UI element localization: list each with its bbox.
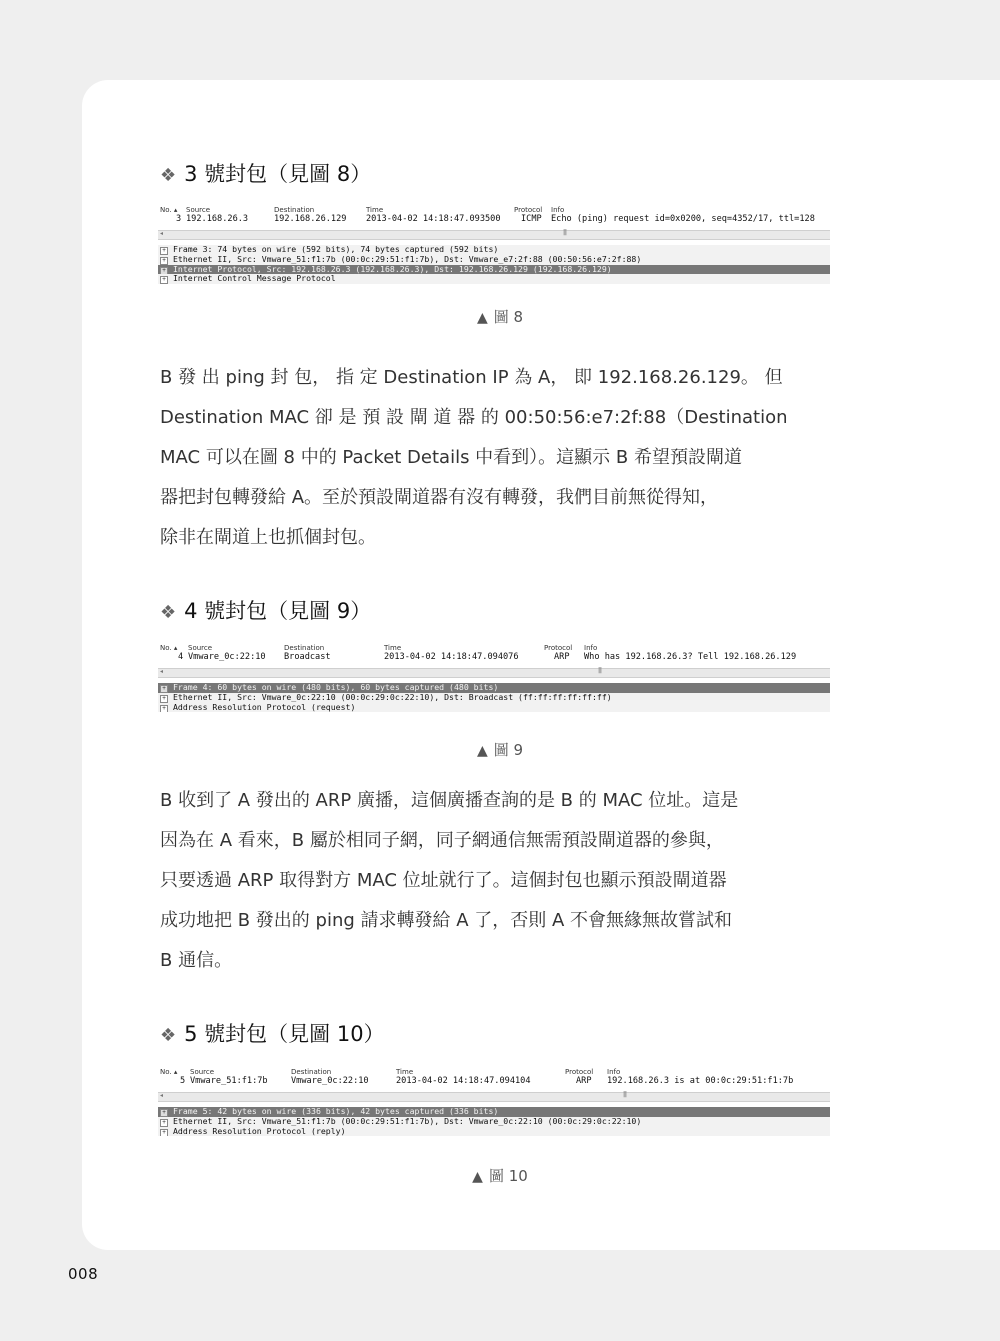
packet-protocol[interactable]: ICMP [521, 214, 542, 224]
figure-9-capture [158, 644, 830, 712]
packet-info[interactable]: 192.168.26.3 is at 00:0c:29:51:f1:7b [607, 1076, 794, 1086]
section-heading-packet-4: ❖ 4 號封包（見圖 9） [160, 599, 372, 623]
tree-node-icmp[interactable]: + Internet Control Message Protocol [158, 274, 830, 284]
packet-details-tree [158, 245, 830, 284]
column-header-time[interactable]: Time [396, 1068, 414, 1076]
tree-node-ip-selected[interactable]: + Internet Protocol, Src: 192.168.26.3 (192.168.26.3), Dst: 192.168.26.129 (192.168.26.129) [158, 265, 830, 275]
column-header-destination[interactable]: Destination [274, 206, 315, 214]
packet-list [158, 206, 830, 228]
column-header-destination[interactable]: Destination [291, 1068, 332, 1076]
tree-node-arp[interactable]: + Address Resolution Protocol (request) [158, 703, 830, 713]
figure-caption-9: ▲ 圖 9 [476, 741, 524, 759]
packet-destination[interactable]: Broadcast [284, 652, 331, 662]
triangle-up-icon: ▲ [476, 310, 488, 326]
packet-info[interactable]: Who has 192.168.26.3? Tell 192.168.26.129 [584, 652, 797, 662]
column-header-no[interactable]: No. ▴ [160, 644, 178, 652]
column-header-destination[interactable]: Destination [284, 644, 325, 652]
figure-caption-8: ▲ 圖 8 [476, 308, 524, 326]
column-header-no[interactable]: No. ▴ [160, 206, 178, 214]
horizontal-scrollbar[interactable] [158, 230, 830, 240]
paragraph-line: 除非在閘道上也抓個封包。 [160, 527, 376, 548]
packet-protocol[interactable]: ARP [576, 1076, 592, 1086]
column-header-source[interactable]: Source [188, 644, 213, 652]
horizontal-scrollbar[interactable] [158, 668, 830, 678]
packet-source[interactable]: Vmware_0c:22:10 [188, 652, 266, 662]
paragraph-line: B 通信。 [160, 950, 233, 971]
column-header-time[interactable]: Time [366, 206, 384, 214]
column-header-no[interactable]: No. ▴ [160, 1068, 178, 1076]
expand-icon[interactable]: + [160, 1109, 168, 1117]
paragraph-line: MAC 可以在圖 8 中的 Packet Details 中看到）。這顯示 B 希望預設閘道 [160, 447, 742, 468]
expand-icon[interactable]: + [160, 1129, 168, 1137]
packet-list [158, 1068, 830, 1090]
paragraph-line: B 發 出 ping 封 包， 指 定 Destination IP 為 A， 即 192.168.26.129。 但 [160, 367, 783, 388]
tree-node-ethernet[interactable]: + Ethernet II, Src: Vmware_0c:22:10 (00:0c:29:0c:22:10), Dst: Broadcast (ff:ff:ff:ff:ff:ff) [158, 693, 830, 703]
scroll-left-icon[interactable]: ◂ [160, 1092, 164, 1099]
column-header-protocol[interactable]: Protocol [514, 206, 543, 214]
column-header-protocol[interactable]: Protocol [565, 1068, 594, 1076]
paragraph-line: Destination MAC 卻 是 預 設 閘 道 器 的 00:50:56:e7:2f:88（Destination [160, 407, 788, 428]
scroll-left-icon[interactable]: ◂ [160, 230, 164, 237]
section-heading-packet-3: ❖ 3 號封包（見圖 8） [160, 162, 372, 186]
column-header-info[interactable]: Info [607, 1068, 621, 1076]
triangle-up-icon: ▲ [476, 743, 488, 759]
figure-caption-10: ▲ 圖 10 [472, 1167, 528, 1185]
packet-source[interactable]: 192.168.26.3 [186, 214, 249, 224]
paragraph-line: 只要透過 ARP 取得對方 MAC 位址就行了。這個封包也顯示預設閘道器 [160, 870, 727, 891]
tree-node-frame[interactable]: + Frame 3: 74 bytes on wire (592 bits), 74 bytes captured (592 bits) [158, 245, 830, 255]
scroll-grip-icon[interactable]: ||| [623, 1091, 627, 1098]
packet-destination[interactable]: Vmware_0c:22:10 [291, 1076, 369, 1086]
paragraph-line: 器把封包轉發給 A。至於預設閘道器有沒有轉發，我們目前無從得知， [160, 487, 719, 508]
scroll-grip-icon[interactable]: ||| [563, 229, 567, 236]
tree-node-frame-selected[interactable]: + Frame 4: 60 bytes on wire (480 bits), 60 bytes captured (480 bits) [158, 683, 830, 693]
packet-destination[interactable]: 192.168.26.129 [274, 214, 347, 224]
packet-time[interactable]: 2013-04-02 14:18:47.094104 [396, 1076, 531, 1086]
column-header-source[interactable]: Source [186, 206, 211, 214]
diamond-bullet-icon: ❖ [160, 165, 177, 186]
packet-info[interactable]: Echo (ping) request id=0x0200, seq=4352/17, ttl=128 [551, 214, 815, 224]
packet-list [158, 644, 830, 666]
paragraph-line: B 收到了 A 發出的 ARP 廣播，這個廣播查詢的是 B 的 MAC 位址。這是 [160, 790, 739, 811]
tree-node-arp[interactable]: + Address Resolution Protocol (reply) [158, 1127, 830, 1137]
column-header-protocol[interactable]: Protocol [544, 644, 573, 652]
expand-icon[interactable]: + [160, 257, 168, 265]
column-header-source[interactable]: Source [190, 1068, 215, 1076]
figure-10-capture [158, 1068, 830, 1136]
expand-icon[interactable]: + [160, 276, 168, 284]
column-header-info[interactable]: Info [551, 206, 565, 214]
expand-icon[interactable]: + [160, 247, 168, 255]
paragraph-line: 因為在 A 看來，B 屬於相同子網，同子網通信無需預設閘道器的參與， [160, 830, 724, 851]
section-heading-packet-5: ❖ 5 號封包（見圖 10） [160, 1022, 385, 1046]
packet-time[interactable]: 2013-04-02 14:18:47.093500 [366, 214, 501, 224]
expand-icon[interactable]: + [160, 695, 168, 703]
paragraph-packet-4 [160, 781, 830, 981]
paragraph-line: 成功地把 B 發出的 ping 請求轉發給 A 了，否則 A 不會無緣無故嘗試和 [160, 910, 733, 931]
scroll-left-icon[interactable]: ◂ [160, 668, 164, 675]
expand-icon[interactable]: + [160, 685, 168, 693]
packet-details-tree [158, 683, 830, 712]
column-header-time[interactable]: Time [384, 644, 402, 652]
figure-8-capture [158, 206, 830, 284]
packet-no[interactable]: 5 [180, 1076, 186, 1086]
expand-icon[interactable]: + [160, 1119, 168, 1127]
diamond-bullet-icon: ❖ [160, 1025, 177, 1046]
tree-node-frame-selected[interactable]: + Frame 5: 42 bytes on wire (336 bits), 42 bytes captured (336 bits) [158, 1107, 830, 1117]
scroll-grip-icon[interactable]: ||| [598, 667, 602, 674]
horizontal-scrollbar[interactable] [158, 1092, 830, 1102]
page-number: 008 [68, 1265, 99, 1283]
paragraph-packet-3 [160, 358, 830, 558]
packet-protocol[interactable]: ARP [554, 652, 570, 662]
tree-node-ethernet[interactable]: + Ethernet II, Src: Vmware_51:f1:7b (00:0c:29:51:f1:7b), Dst: Vmware_e7:2f:88 (00:50:56:e7:2f:88) [158, 255, 830, 265]
packet-source[interactable]: Vmware_51:f1:7b [190, 1076, 268, 1086]
tree-node-ethernet[interactable]: + Ethernet II, Src: Vmware_51:f1:7b (00:0c:29:51:f1:7b), Dst: Vmware_0c:22:10 (00:0c:29:0c:22:10) [158, 1117, 830, 1127]
column-header-info[interactable]: Info [584, 644, 598, 652]
packet-time[interactable]: 2013-04-02 14:18:47.094076 [384, 652, 519, 662]
diamond-bullet-icon: ❖ [160, 602, 177, 623]
packet-details-tree [158, 1107, 830, 1136]
packet-no[interactable]: 3 [176, 214, 182, 224]
packet-no[interactable]: 4 [178, 652, 184, 662]
triangle-up-icon: ▲ [472, 1169, 483, 1185]
expand-icon[interactable]: + [160, 705, 168, 713]
expand-icon[interactable]: + [160, 267, 168, 275]
